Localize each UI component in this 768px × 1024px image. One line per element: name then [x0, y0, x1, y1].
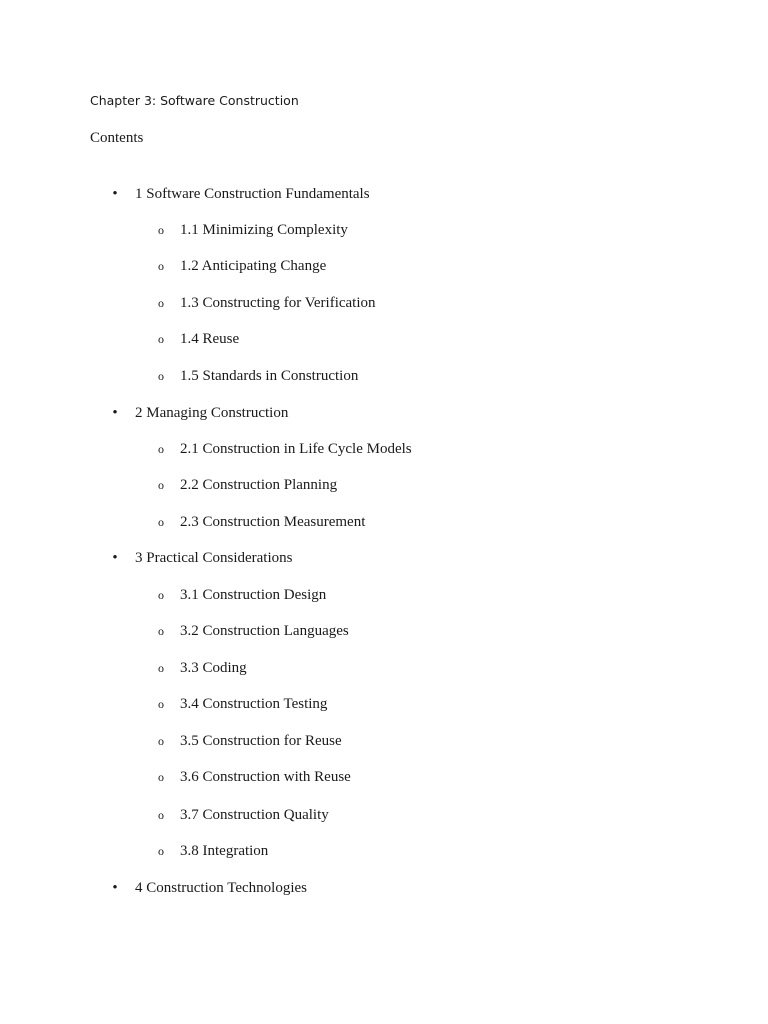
toc-subitem-3-6[interactable] — [158, 768, 351, 786]
toc-item-label: 3 Practical Considerations — [135, 550, 293, 566]
circle-bullet-icon: o — [158, 296, 164, 310]
toc-subitem-3-5[interactable] — [158, 732, 342, 750]
toc-subitem-label: 1.1 Minimizing Complexity — [180, 222, 348, 238]
toc-subitem-label: 2.3 Construction Measurement — [180, 514, 366, 530]
circle-bullet-icon: o — [158, 442, 164, 456]
circle-bullet-icon: o — [158, 223, 164, 237]
toc-item-label: 1 Software Construction Fundamentals — [135, 186, 370, 202]
toc-item-2[interactable] — [112, 404, 289, 422]
toc-subitem-3-4[interactable] — [158, 695, 328, 713]
toc-item-label: 4 Construction Technologies — [135, 880, 307, 896]
toc-subitem-label: 3.6 Construction with Reuse — [180, 769, 351, 785]
toc-subitem-label: 2.2 Construction Planning — [180, 477, 338, 493]
toc-subitem-label: 1.5 Standards in Construction — [180, 368, 359, 384]
toc-subitem-label: 1.3 Constructing for Verification — [180, 295, 376, 311]
toc-item-3[interactable] — [112, 549, 293, 567]
toc-subitem-1-1[interactable] — [158, 221, 348, 239]
toc-subitem-1-3[interactable] — [158, 294, 376, 312]
bullet-icon: • — [112, 405, 118, 421]
bullet-icon: • — [112, 186, 118, 202]
toc-subitem-label: 3.4 Construction Testing — [180, 696, 328, 712]
toc-subitem-3-3[interactable] — [158, 659, 247, 677]
toc-subitem-3-8[interactable] — [158, 842, 269, 860]
toc-subitem-3-1[interactable] — [158, 586, 327, 604]
toc-subitem-1-5[interactable] — [158, 367, 359, 385]
toc-subitem-label: 1.4 Reuse — [180, 331, 240, 347]
circle-bullet-icon: o — [158, 259, 164, 273]
circle-bullet-icon: o — [158, 661, 164, 675]
toc-item-label: 2 Managing Construction — [135, 405, 289, 421]
chapter-heading: Chapter 3: Software Construction — [90, 93, 299, 108]
toc-subitem-2-2[interactable] — [158, 476, 338, 494]
circle-bullet-icon: o — [158, 844, 164, 858]
bullet-icon: • — [112, 550, 118, 566]
circle-bullet-icon: o — [158, 515, 164, 529]
toc-subitem-label: 3.7 Construction Quality — [180, 807, 329, 823]
toc-subitem-label: 3.8 Integration — [180, 843, 269, 859]
circle-bullet-icon: o — [158, 332, 164, 346]
toc-subitem-1-4[interactable] — [158, 330, 240, 348]
toc-item-4[interactable] — [112, 879, 307, 897]
circle-bullet-icon: o — [158, 478, 164, 492]
toc-subitem-label: 3.3 Coding — [180, 660, 247, 676]
toc-subitem-label: 3.5 Construction for Reuse — [180, 733, 342, 749]
toc-subitem-2-1[interactable] — [158, 440, 412, 458]
circle-bullet-icon: o — [158, 624, 164, 638]
circle-bullet-icon: o — [158, 734, 164, 748]
toc-subitem-label: 2.1 Construction in Life Cycle Models — [180, 441, 412, 457]
toc-subitem-2-3[interactable] — [158, 513, 366, 531]
toc-subitem-label: 1.2 Anticipating Change — [180, 258, 327, 274]
toc-item-1[interactable] — [112, 185, 370, 203]
circle-bullet-icon: o — [158, 369, 164, 383]
circle-bullet-icon: o — [158, 697, 164, 711]
circle-bullet-icon: o — [158, 588, 164, 602]
toc-subitem-label: 3.1 Construction Design — [180, 587, 327, 603]
bullet-icon: • — [112, 880, 118, 896]
toc-subitem-label: 3.2 Construction Languages — [180, 623, 349, 639]
contents-title: Contents — [90, 130, 144, 146]
circle-bullet-icon: o — [158, 808, 164, 822]
toc-subitem-1-2[interactable] — [158, 257, 327, 275]
circle-bullet-icon: o — [158, 770, 164, 784]
toc-subitem-3-7[interactable] — [158, 806, 329, 824]
toc-subitem-3-2[interactable] — [158, 622, 349, 640]
